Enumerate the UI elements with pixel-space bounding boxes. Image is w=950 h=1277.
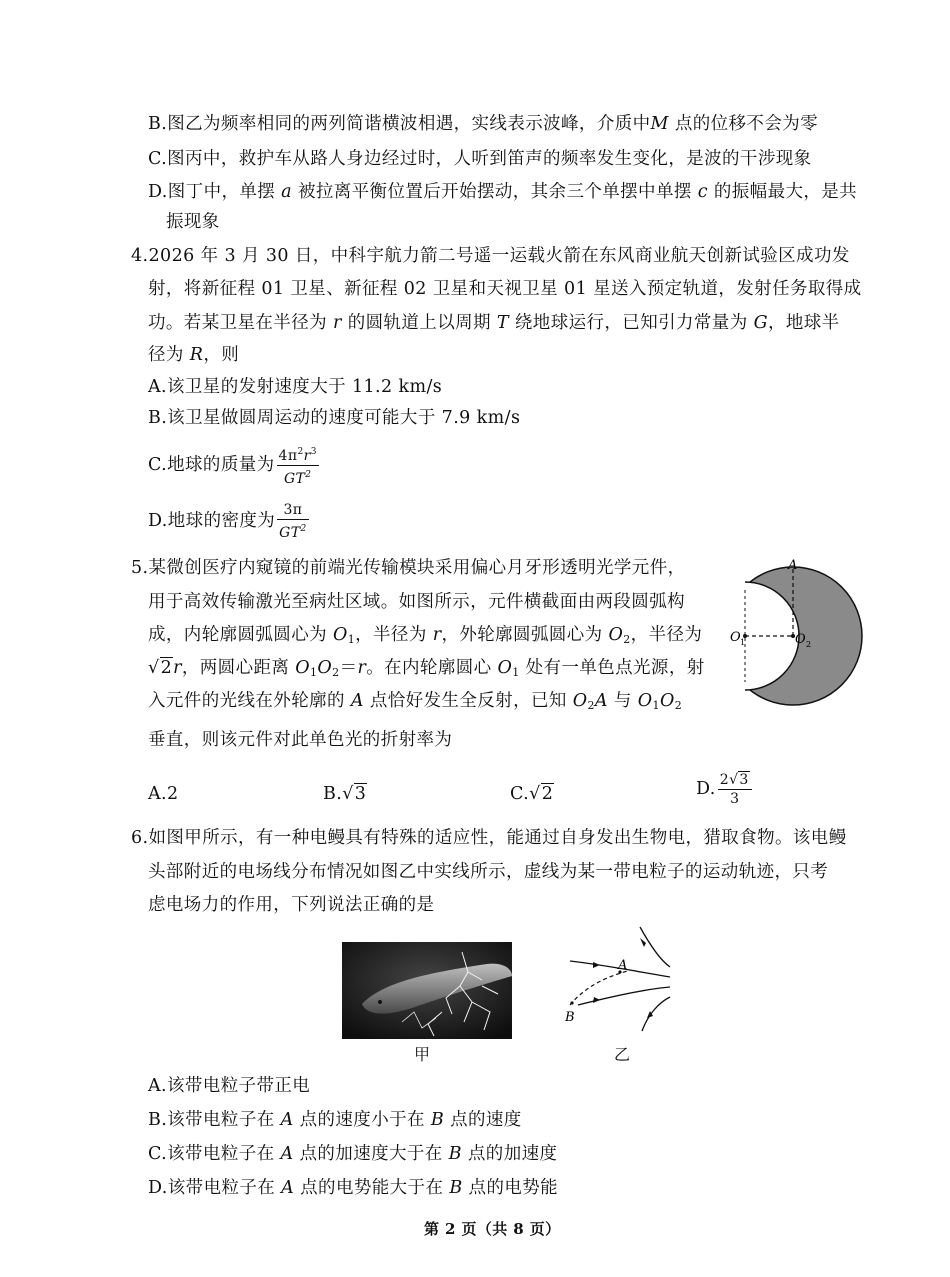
q5-crescent-figure [730, 555, 870, 710]
q5-option-c-sqrt: √2 [529, 784, 554, 804]
q5-option-b-sqrt: √3 [342, 784, 367, 804]
q5-o1d: O [637, 691, 653, 711]
q5-d-coef: 2 [719, 772, 730, 788]
q4-l3-d: ，地球半 [767, 313, 840, 333]
q6-stem-line1: 6.如图甲所示，有一种电鳗具有特殊的适应性，能通过自身发出生物电，猎取食物。该电鳗 [131, 828, 847, 848]
q4-c-den-exp: 2 [305, 470, 312, 480]
q5-l5-c: 与 [607, 691, 638, 711]
q4-stem-line1: 4.2026 年 3 月 30 日，中科宇航力箭二号遥一运载火箭在东风商业航天创新试验区成功发 [131, 246, 850, 266]
q3-option-c: C.图丙中，救护车从路人身边经过时，人听到笛声的频率发生变化，是波的干涉现象 [148, 149, 812, 169]
q6-stem-line2: 头部附近的电场线分布情况如图乙中实线所示，虚线为某一带电粒子的运动轨迹，只考 [148, 862, 829, 882]
q4-option-c-fraction [277, 443, 319, 488]
q5-stem-line3 [148, 623, 702, 652]
fig-caption-yi: 乙 [614, 1045, 631, 1064]
q5-option-b-label: B. [323, 784, 343, 804]
q4-c-exp-a: 2 [297, 447, 304, 457]
q6-d-2: 点的电势能大于在 [294, 1178, 450, 1198]
q3-var-m: M [650, 114, 669, 134]
q5-sqrt2-rad: 2 [160, 658, 173, 678]
point-b [570, 1001, 573, 1004]
q5-o2b: O [317, 658, 333, 678]
q5-l5-b: 点恰好发生全反射，已知 [363, 691, 573, 711]
q4-option-b: B.该卫星做圆周运动的速度可能大于 7.9 km/s [148, 408, 521, 428]
q5-r3: r [357, 658, 367, 678]
q5-o1: O [332, 625, 348, 645]
fig-caption-jia: 甲 [414, 1045, 431, 1064]
q4-option-a: A.该卫星的发射速度大于 11.2 km/s [148, 377, 443, 397]
q6-d-3: 点的电势能 [462, 1178, 559, 1198]
q6-option-d [148, 1176, 558, 1200]
q5-d-den: 3 [730, 791, 740, 807]
q4-d-den: GT [279, 525, 301, 541]
q4-d-den-exp: 2 [300, 524, 307, 534]
q5-stem-line6: 垂直，则该元件对此单色光的折射率为 [148, 730, 453, 750]
q4-stem-line2: 射，将新征程 01 卫星、新征程 02 卫星和天视卫星 01 星送入预定轨道，发射任务取得成 [148, 279, 862, 299]
q5-option-c-rad: 2 [541, 784, 554, 804]
q5-l5-a: 入元件的光线在外轮廓的 [148, 691, 351, 711]
q5-l4-b: ＝ [339, 658, 358, 678]
arrow-2 [593, 962, 600, 968]
fig-label-o1: O [730, 630, 741, 645]
q6-b-1: B.该带电粒子在 [148, 1110, 281, 1130]
fig-label-b: B [565, 1010, 575, 1025]
page-footer: 第 2 页（共 8 页） [424, 1220, 561, 1238]
q5-o2b-sub: 2 [332, 666, 340, 679]
q6-b-2: 点的速度小于在 [293, 1110, 431, 1130]
q5-option-c-label: C. [510, 784, 530, 804]
arrow-3 [593, 997, 600, 1003]
q6-c-a: A [280, 1144, 294, 1164]
field-line-3 [578, 987, 670, 1005]
q6-b-b: B [430, 1110, 445, 1130]
q3-option-b-text: B.图乙为频率相同的两列简谐横波相遇，实线表示波峰，介质中 [148, 114, 651, 134]
fig-label-a: A [618, 958, 628, 973]
q3-option-d [148, 180, 857, 204]
q4-option-c [148, 442, 319, 488]
q5-sqrt2: √2 [148, 658, 173, 678]
q3-d-text-1: D.图丁中，单摆 [148, 182, 282, 202]
q3-option-b [148, 112, 818, 136]
q5-l3-b: ，半径为 [355, 625, 433, 645]
q3-d-text-2: 被拉离平衡位置后开始摆动，其余三个单摆中单摆 [291, 182, 698, 202]
q5-o2: O [608, 625, 624, 645]
q6-b-3: 点的速度 [444, 1110, 522, 1130]
q5-option-d-label: D. [696, 779, 716, 799]
q6-c-b: B [448, 1144, 462, 1164]
q4-c-num-a: 4π [278, 448, 298, 464]
q4-var-g: G [753, 313, 768, 333]
q6-option-c [148, 1142, 557, 1166]
q3-option-d-cont: 振现象 [166, 212, 220, 232]
q5-a: A [350, 691, 364, 711]
q5-o2-sub: 2 [623, 633, 631, 646]
q5-l3-c: ，外轮廓圆弧圆心为 [441, 625, 609, 645]
q6-b-a: A [280, 1110, 294, 1130]
q4-l3-c: 绕地球运行，已知引力常量为 [508, 313, 754, 333]
q4-option-d-fraction [277, 501, 308, 542]
q5-l3-d: ，半径为 [630, 625, 703, 645]
q4-l4-a: 径为 [148, 345, 190, 365]
q6-c-1: C.该带电粒子在 [148, 1144, 281, 1164]
q6-d-1: D.该带电粒子在 [148, 1178, 282, 1198]
q5-l4-c: 。在内轮廓圆心 [366, 658, 498, 678]
q6-d-b: B [449, 1178, 463, 1198]
q6-c-3: 点的加速度 [461, 1144, 558, 1164]
q5-option-b-rad: 3 [354, 784, 367, 804]
q5-o1-sub: 1 [347, 633, 356, 646]
q4-l4-b: ，则 [203, 345, 240, 365]
q5-stem-line5 [148, 689, 682, 718]
q3-d-text-3: 的振幅最大，是共 [707, 182, 858, 202]
q5-option-d [696, 766, 752, 812]
q5-option-b [323, 782, 367, 806]
q6-d-a: A [281, 1178, 295, 1198]
q5-l4-d: 处有一单色点光源，射 [519, 658, 705, 678]
q6-c-2: 点的加速度大于在 [293, 1144, 449, 1164]
fig-label-o2: O [795, 632, 806, 647]
q5-stem-line1: 5.某微创医疗内窥镜的前端光传输模块采用偏心月牙形透明光学元件， [131, 558, 686, 578]
q5-option-c [510, 782, 554, 806]
q5-o2d-sub: 2 [674, 699, 683, 712]
q5-o2c: O [572, 691, 588, 711]
eel-eye [378, 1000, 382, 1004]
q4-d-num: 3π [277, 501, 308, 520]
q5-stem-line2: 用于高效传输激光至病灶区域。如图所示，元件横截面由两段圆弧构 [148, 592, 685, 612]
q6-option-b [148, 1108, 522, 1132]
q4-stem-line4 [148, 343, 239, 367]
q4-l3-b: 的圆轨道上以周期 [341, 313, 497, 333]
q5-stem-line4 [148, 656, 705, 685]
q6-eel-photo [342, 942, 512, 1039]
q5-o1b: O [295, 658, 310, 678]
q4-var-r: r [332, 313, 342, 333]
q5-o1c: O [497, 658, 513, 678]
field-line-4 [642, 997, 670, 1031]
q4-option-d-text: D.地球的密度为 [148, 511, 276, 531]
field-line-1 [640, 927, 670, 967]
arrow-1 [640, 938, 646, 947]
q4-l3-a: 功。若某卫星在半径为 [148, 313, 333, 333]
q4-var-r-cap: R [189, 345, 204, 365]
q6-field-lines-figure [560, 925, 675, 1035]
q5-o2d: O [659, 691, 675, 711]
q4-c-num-r: r [303, 448, 311, 464]
q3-var-a: a [281, 182, 292, 202]
q4-option-c-text: C.地球的质量为 [148, 455, 275, 475]
q4-c-exp-b: 3 [310, 447, 317, 457]
fig-label-o2-sub: 2 [806, 640, 812, 649]
q5-option-a: A.2 [148, 784, 179, 804]
q6-option-a: A.该带电粒子带正电 [148, 1076, 311, 1096]
q5-r2: r [173, 658, 182, 678]
q3-var-c: c [697, 182, 708, 202]
q4-stem-line3 [148, 311, 840, 335]
q5-d-rad: 3 [739, 772, 749, 788]
fig-label-a: A [788, 558, 798, 573]
q5-o1c-sub: 1 [512, 666, 520, 679]
q5-a2: A [594, 691, 608, 711]
q4-c-den: GT [283, 471, 306, 487]
q6-stem-line3: 虑电场力的作用，下列说法正确的是 [148, 895, 435, 915]
q5-r: r [432, 625, 442, 645]
q5-option-d-fraction: $\frac{2√3}{3}$ [718, 771, 752, 808]
q5-o1d-sub: 1 [652, 699, 660, 712]
q4-var-t: T [496, 313, 509, 333]
q3-option-b-tail: 点的位移不会为零 [668, 114, 819, 134]
fig-label-o1-sub: 1 [740, 638, 746, 647]
q5-o2c-sub: 2 [587, 699, 595, 712]
q5-o1b-sub: 1 [310, 666, 318, 679]
q5-l4-a: ，两圆心距离 [181, 658, 296, 678]
q4-option-d [148, 498, 309, 544]
q5-l3-a: 成，内轮廓圆弧圆心为 [148, 625, 333, 645]
